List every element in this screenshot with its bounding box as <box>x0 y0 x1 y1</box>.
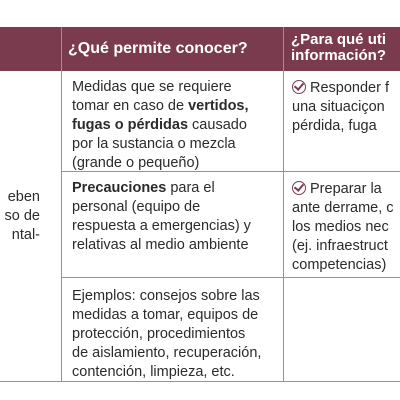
row1-para-que-utilizar: Responder f una situaciçon pérdida, fuga <box>292 80 389 134</box>
row-divider <box>61 277 400 278</box>
table-header <box>0 27 400 71</box>
row2-que-permite-conocer: Precauciones para el personal (equipo de respuesta a emergencias) y relativas al medio ambiente <box>72 180 251 253</box>
row3-que-permite-conocer: Ejemplos: consejos sobre las medidas a tomar, equipos de protección, procedimientos de aislamiento, recuperación, contención, limpieza, etc. <box>72 288 262 380</box>
header-que-permite-conocer: ¿Qué permite conocer? <box>68 40 248 57</box>
header-para-que-utilizar: ¿Para qué uti información? <box>291 31 387 64</box>
check-circle-icon <box>292 181 306 195</box>
row2-first-column-fragment: eben so de ntal- <box>4 189 40 243</box>
row2-para-que-utilizar: Preparar la ante derrame, c los medios nec (ej. infraestruct competencias) <box>292 181 394 273</box>
check-circle-icon <box>292 80 306 94</box>
column-divider <box>283 27 284 382</box>
row1-que-permite-conocer: Medidas que se requiere tomar en caso de vertidos, fugas o pérdidas causado por la sustancia o mezcla (grande o pequeño) <box>72 79 249 171</box>
column-divider <box>61 27 62 382</box>
